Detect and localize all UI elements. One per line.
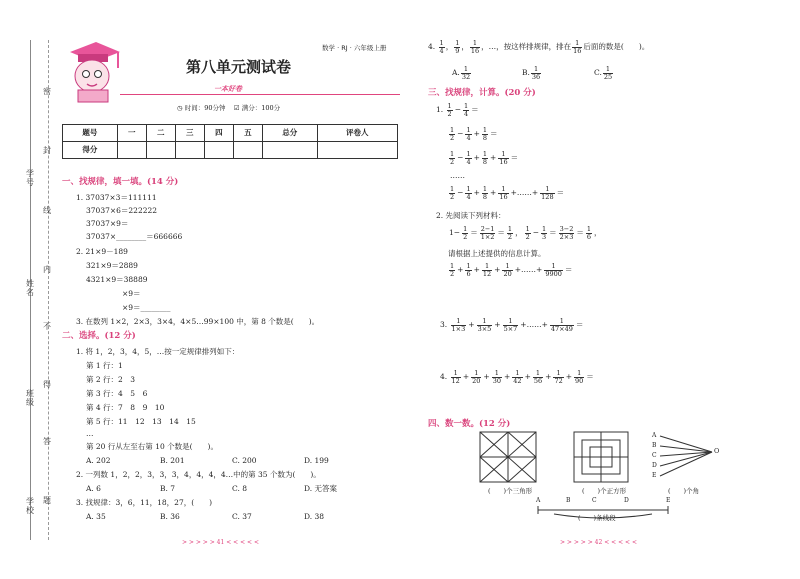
s2-q3-opt-d[interactable]: D. 38: [304, 512, 325, 521]
s3-q3-expr: 3. $\frac{1}{1\times 3}$ + $\frac{1}{3\times 5}$ + $\frac{1}{5\times 7}$ +……+ $\frac{1}{47\times 49}$ ＝: [440, 317, 584, 333]
seg-point-b: B: [566, 497, 571, 504]
s2-row-3: 第 3 行：4 5 6: [86, 389, 148, 398]
s1-q2-line4: ×9＝: [122, 289, 141, 298]
s2-q1-opt-a[interactable]: A. 202: [86, 456, 111, 465]
s2-row-1: 第 1 行：1: [86, 361, 123, 370]
angle-point-o: O: [714, 447, 720, 455]
s3-q2-hint: 请根据上述提供的信息计算。: [448, 249, 546, 258]
s3-q1-line4: $\frac{1}{2}$ − $\frac{1}{4}$ + $\frac{1}{8}$ + $\frac{1}{16}$ +……+ $\frac{1}{128}$ ＝: [450, 185, 565, 201]
section-2-title: 二、选择。(12 分): [62, 331, 136, 341]
subtitle: 一本好卷: [214, 84, 242, 93]
s3-q1-line1: 1. $\frac{1}{2}$ − $\frac{1}{4}$ ＝: [436, 102, 479, 118]
s2-row-5: 第 5 行：11 12 13 14 15: [86, 417, 196, 426]
s2-q1: 1. 将 1，2，3，4，5，…按一定规律排列如下：: [76, 347, 240, 356]
caption-squares: ( )个正方形: [582, 487, 627, 495]
angle-point-e: E: [652, 472, 657, 479]
s1-q2-line5: ×9＝________: [122, 303, 171, 312]
seg-point-c: C: [592, 497, 597, 504]
s1-q2-line3: 4321×9＝38889: [86, 275, 148, 284]
s2-q3-opt-b[interactable]: B. 36: [160, 512, 180, 521]
section-4-title: 四、数一数。(12 分): [428, 419, 511, 429]
seal-char-7: 答: [43, 437, 51, 446]
s2-q3-opt-a[interactable]: A. 35: [86, 512, 106, 521]
s2-q4-opt-b[interactable]: B. $\frac{1}{36}$: [522, 65, 541, 81]
s2-q1-opt-d[interactable]: D. 199: [304, 456, 329, 465]
score-cell[interactable]: [233, 142, 262, 159]
s3-q4-expr: 4. $\frac{1}{12}$ + $\frac{1}{20}$ + $\frac{1}{30}$ + $\frac{1}{42}$ + $\frac{1}{56}$ + $\frac{1}{72}$ + $\frac{1}{90}$ ＝: [440, 369, 594, 385]
caption-segments: ( )条线段: [578, 514, 616, 522]
s2-q1-opt-b[interactable]: B. 201: [160, 456, 185, 465]
angle-figure: [652, 430, 722, 486]
s3-q2-expr: $\frac{1}{2}$ + $\frac{1}{6}$ + $\frac{1}{12}$ + $\frac{1}{20}$ +……+ $\frac{1}{9900}$ ＝: [450, 262, 573, 278]
time-row: [177, 105, 280, 112]
score-header-1: 一: [117, 125, 146, 142]
score-header-2: 二: [146, 125, 175, 142]
score-cell[interactable]: [146, 142, 175, 159]
s3-q1-line3: $\frac{1}{2}$ − $\frac{1}{4}$ + $\frac{1}{8}$ + $\frac{1}{16}$ ＝: [450, 150, 519, 166]
s2-q2-opt-c[interactable]: C. 8: [232, 484, 248, 493]
score-header-7: 评卷人: [317, 125, 397, 142]
s2-q2-opt-b[interactable]: B. 7: [160, 484, 176, 493]
page-number-left: > > > > > 41 < < < < <: [182, 539, 259, 546]
seg-point-a: A: [536, 497, 541, 504]
field-class: 班级: [26, 389, 34, 407]
score-header-0: 题号: [63, 125, 118, 142]
seal-char-4: 内: [43, 265, 51, 274]
s2-q4-tail: ，…，按这样排规律，排在: [481, 42, 572, 51]
s2-q4-opt-a[interactable]: A. $\frac{1}{32}$: [452, 65, 471, 81]
s1-q1-line2: 37037×6＝222222: [86, 206, 158, 215]
section-1-title: 一、找规律，填一填。(14 分): [62, 177, 179, 187]
angle-point-a: A: [652, 432, 657, 439]
mascot-illustration: [60, 40, 122, 104]
score-table: [62, 124, 398, 159]
score-header-5: 五: [233, 125, 262, 142]
score-cell[interactable]: [317, 142, 397, 159]
angle-point-d: D: [652, 462, 657, 469]
s3-q1-line2: $\frac{1}{2}$ − $\frac{1}{4}$ + $\frac{1}{8}$ ＝: [450, 126, 498, 142]
s2-q2-opt-a[interactable]: A. 6: [86, 484, 101, 493]
section-3-title: 三、找规律，计算。(20 分): [428, 88, 536, 98]
s3-q2-material: 1− $\frac{1}{2}$ ＝ $\frac{2-1}{1\times 2}$ ＝ $\frac{1}{2}$ ， $\frac{1}{2}$ − $\frac{1}{3}$ ＝ $\frac{3-2}{2\times 3}$ ＝ $\frac{1}{6}$ ，: [449, 225, 602, 241]
s2-row-ellipsis: …: [86, 429, 94, 438]
seal-char-2: 封: [43, 146, 51, 155]
s1-q1-line3: 37037×9＝: [86, 219, 129, 228]
square-figure: [572, 430, 632, 486]
s2-q4: 4. $\frac{1}{4}$ ， $\frac{1}{9}$ ， $\frac{1}{16}$ ，…，按这样排规律，排在 $\frac{1}{16}$ 后面的数是( )。: [428, 39, 650, 55]
s2-q1-ask: 第 20 行从左至右第 10 个数是( )。: [86, 442, 218, 451]
field-school: 学校: [26, 497, 34, 515]
s2-q3-opt-c[interactable]: C. 37: [232, 512, 252, 521]
s2-q1-opt-c[interactable]: C. 200: [232, 456, 257, 465]
s1-q2-line1: 2. 21×9－189: [76, 247, 128, 256]
s2-row-4: 第 4 行：7 8 9 10: [86, 403, 165, 412]
score-cell[interactable]: [175, 142, 204, 159]
s2-row-2: 第 2 行：2 3: [86, 375, 136, 384]
seg-point-d: D: [624, 497, 629, 504]
s2-q2-opt-d[interactable]: D. 无答案: [304, 484, 338, 493]
seg-point-e: E: [666, 497, 671, 504]
s1-q2-line2: 321×9＝2889: [86, 261, 138, 270]
angle-point-b: B: [652, 442, 657, 449]
score-label: 满分：100分: [241, 104, 281, 112]
score-header-6: 总分: [262, 125, 317, 142]
s3-ellipsis: ……: [450, 171, 465, 180]
time-label: 时间：90分钟: [184, 104, 226, 112]
caption-angles: ( )个角: [668, 487, 700, 495]
score-header-3: 三: [175, 125, 204, 142]
score-header-4: 四: [204, 125, 233, 142]
s2-q4-tail2: 后面的数是( )。: [583, 42, 650, 51]
score-cell[interactable]: [262, 142, 317, 159]
caption-triangles: ( )个三角形: [488, 487, 533, 495]
seal-char-6: 得: [43, 380, 51, 389]
s2-q4-opt-c[interactable]: C. $\frac{1}{25}$: [594, 65, 613, 81]
triangle-figure: [478, 430, 540, 486]
score-cell[interactable]: [204, 142, 233, 159]
seal-char-1: 密: [43, 87, 51, 96]
s3-q2-label: 2. 先阅读下列材料：: [436, 211, 506, 220]
s2-q2: 2. 一列数 1，2，2，3，3，3，4，4，4，4…中的第 35 个数为( )。: [76, 470, 321, 479]
field-student-id: 学号: [26, 169, 34, 187]
check-icon: ☑: [233, 104, 240, 112]
score-row-label: 得分: [63, 142, 118, 159]
score-cell[interactable]: [117, 142, 146, 159]
seal-char-5: 不: [43, 322, 51, 331]
s1-q1-line1: 1. 37037×3＝111111: [76, 193, 157, 202]
s1-q1-line4: 37037×________＝666666: [86, 232, 183, 241]
seal-char-8: 题: [43, 496, 51, 505]
book-label: 数学 · RJ · 六年级上册: [322, 44, 387, 52]
seal-char-3: 线: [43, 206, 51, 215]
header-rule: [120, 94, 400, 95]
angle-point-c: C: [652, 452, 657, 459]
s2-q3: 3. 找规律：3，6，11，18，27，( ): [76, 498, 213, 507]
clock-icon: ◷: [177, 104, 183, 112]
binding-dashed-line: [48, 40, 49, 540]
s1-q3: 3. 在数列 1×2，2×3，3×4，4×5…99×100 中，第 8 个数是( )。: [76, 317, 320, 326]
field-name: 姓名: [26, 279, 34, 297]
page-number-right: > > > > > 42 < < < < <: [560, 539, 637, 546]
page-title: 第八单元测试卷: [186, 58, 292, 76]
